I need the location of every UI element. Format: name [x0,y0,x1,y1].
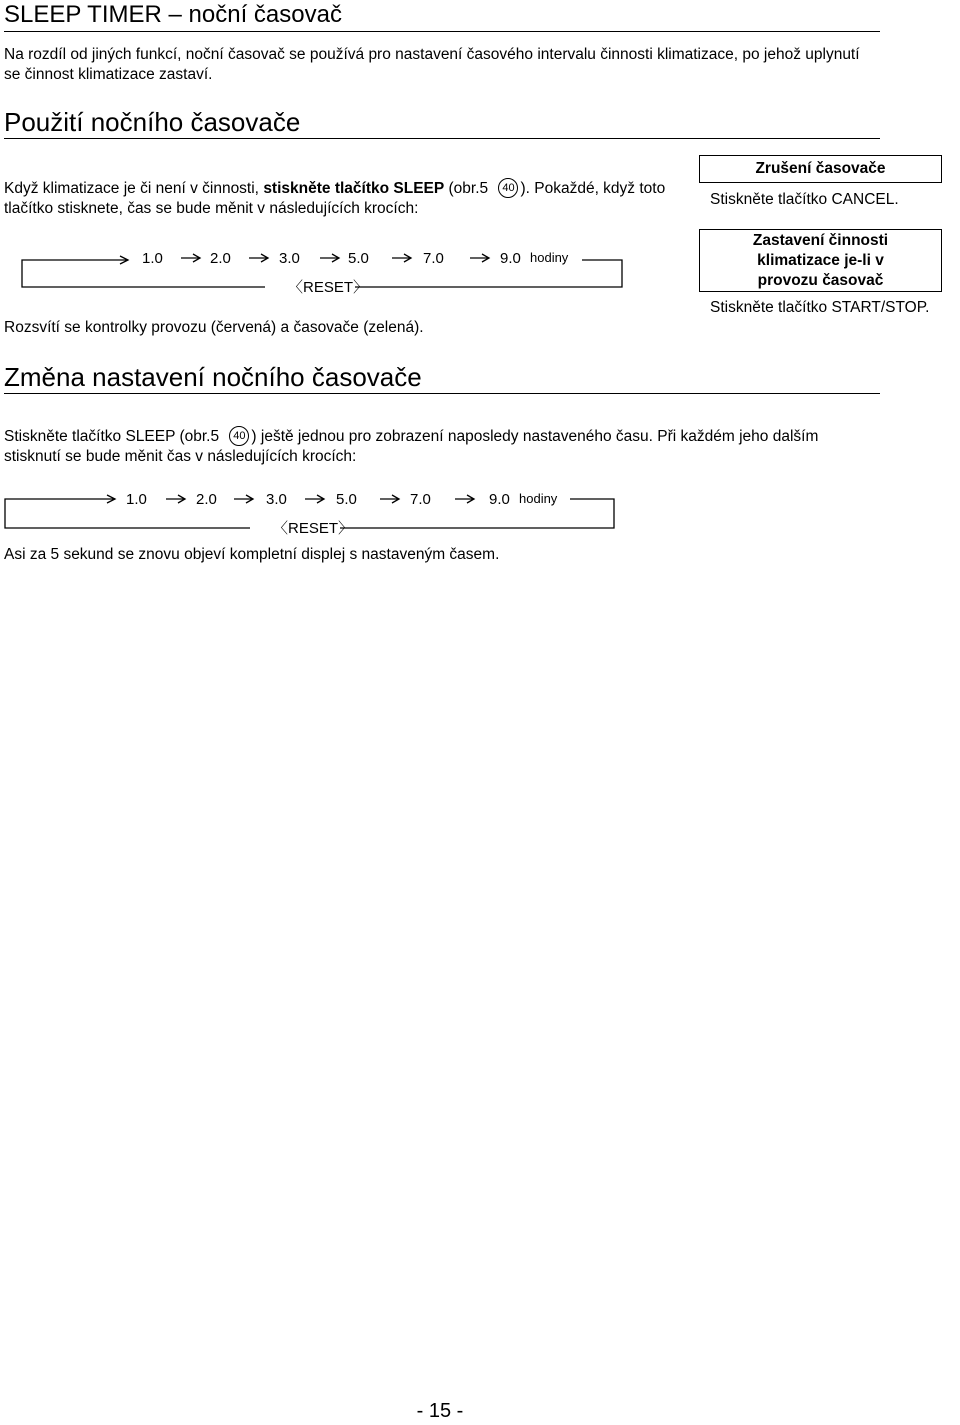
change-text-a: Stiskněte tlačítko SLEEP (obr.5 [4,428,224,445]
change-text-b: ) ještě jednou pro zobrazení naposledy nastaveného času. Při každém jeho dalším stisknutí se bude měnit čas v následujících krocích: [4,428,819,465]
figure-40-icon-2: 40 [229,426,249,446]
seq1-step-4: 5.0 [348,250,369,267]
section-heading-usage: Použití nočního časovače [4,107,301,137]
usage-paragraph [4,178,674,219]
section-rule-usage [4,138,880,139]
seq2-step-1: 1.0 [126,491,147,508]
figure-40-icon: 40 [498,178,518,198]
cancel-timer-text: Stiskněte tlačítko CANCEL. [710,191,899,208]
page-title: SLEEP TIMER – noční časovač [4,1,342,28]
seq2-step-2: 2.0 [196,491,217,508]
seq1-step-3: 3.0 [279,250,300,267]
seq1-step-6: 9.0 [500,250,521,267]
seq2-step-4: 5.0 [336,491,357,508]
stop-operation-text: Stiskněte tlačítko START/STOP. [710,299,930,316]
cancel-timer-title: Zrušení časovače [755,160,886,177]
seq2-step-3: 3.0 [266,491,287,508]
seq1-step-5: 7.0 [423,250,444,267]
seq2-step-6: 9.0 [489,491,510,508]
section-heading-change: Změna nastavení nočního časovače [4,362,422,392]
stop-operation-title: Zastavení činnosti klimatizace je-li v provozu časovač [752,232,889,289]
section-rule-change [4,393,880,394]
seq1-reset: 〈RESET〉 [288,279,369,296]
indicator-text: Rozsvítí se kontrolky provozu (červená) a časovače (zelená). [4,319,424,336]
usage-text-c: ). Pokaždé, když toto tlačítko stisknete, čas se bude měnit v následujících krocích: [4,180,666,217]
usage-text-a: Když klimatizace je či není v činnosti, [4,180,264,197]
seq2-reset: 〈RESET〉 [273,520,354,537]
page-number: - 15 - [416,1400,464,1422]
intro-paragraph: Na rozdíl od jiných funkcí, noční časovač se používá pro nastavení časového intervalu činnosti klimatizace, po jehož uplynutí se činnost klimatizace zastaví. [4,46,860,83]
sequence-diagram-2 [0,482,640,542]
cancel-timer-box [699,155,942,183]
title-rule [4,31,880,32]
usage-text-b: (obr.5 [444,180,493,197]
seq2-step-5: 7.0 [410,491,431,508]
seq1-step-2: 2.0 [210,250,231,267]
stop-operation-box [699,229,942,292]
seq1-unit: hodiny [530,250,569,265]
seq1-step-1: 1.0 [142,250,163,267]
change-paragraph [4,426,874,467]
sequence-diagram-1 [0,240,640,300]
usage-text-bold: stiskněte tlačítko SLEEP [263,180,445,197]
display-text: Asi za 5 sekund se znovu objeví kompletní displej s nastaveným časem. [4,546,500,563]
seq2-unit: hodiny [519,491,558,506]
